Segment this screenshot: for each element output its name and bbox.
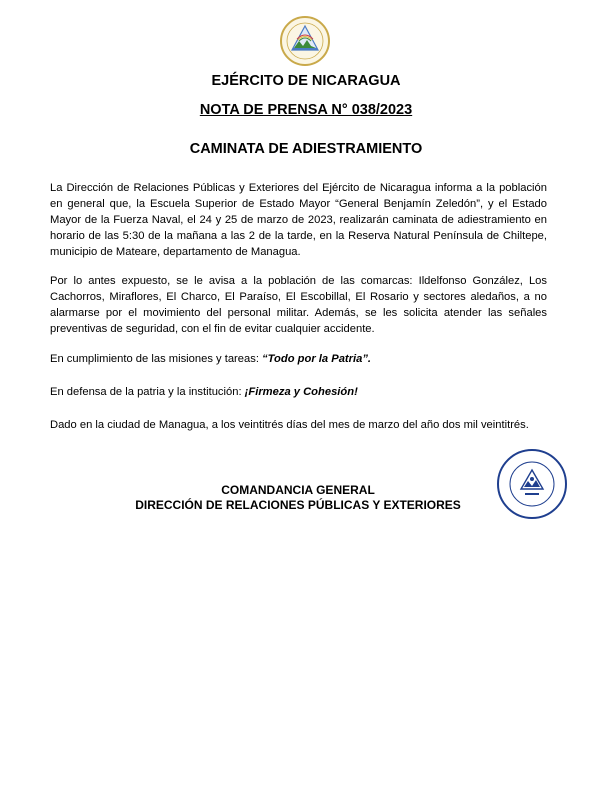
press-release-number: NOTA DE PRENSA N° 038/2023 — [199, 102, 413, 118]
defense-motto: ¡Firmeza y Cohesión! — [244, 386, 358, 398]
press-release-title: CAMINATA DE ADIESTRAMIENTO — [189, 141, 423, 157]
paragraph-mission — [50, 351, 547, 367]
paragraph-announcement: La Dirección de Relaciones Públicas y Exteriores del Ejército de Nicaragua informa a la población en general que, la Escuela Superior de Estado Mayor “General Benjamín Zeledón”, y el Estado Mayor de la Fuerza Naval, el 24 y 25 de marzo de 2023, realizarán caminata de adiestramiento en horario de las 5:30 de la mañana a las 2 de la tarde, en la Reserva Natural Península de Chiltepe, municipio de Mateare, departamento de Managua. — [50, 182, 547, 258]
official-seal-icon — [496, 448, 568, 520]
organization-heading: EJÉRCITO DE NICARAGUA — [211, 73, 401, 89]
signature-line-directorate: DIRECCIÓN DE RELACIONES PÚBLICAS Y EXTERIORES — [135, 498, 461, 512]
paragraph-defense — [50, 384, 547, 400]
national-crest-icon — [279, 15, 331, 67]
paragraph-warning: Por lo antes expuesto, se le avisa a la población de las comarcas: Ildelfonso González, Los Cachorros, Miraflores, El Charco, El Paraíso, El Escobillal, El Rosario y sectores aledaños, a no alarmarse por el movimiento del personal militar. Además, se les solicita atender las señales preventivas de seguridad, con el fin de evitar cualquier accidente. — [50, 275, 547, 335]
mission-motto: “Todo por la Patria”. — [262, 353, 372, 365]
paragraph-date: Dado en la ciudad de Managua, a los veintitrés días del mes de marzo del año dos mil veintitrés. — [50, 419, 529, 431]
mission-text: En cumplimiento de las misiones y tareas: — [50, 353, 263, 365]
signature-line-command: COMANDANCIA GENERAL — [221, 483, 375, 497]
defense-text: En defensa de la patria y la institución: — [50, 386, 245, 398]
